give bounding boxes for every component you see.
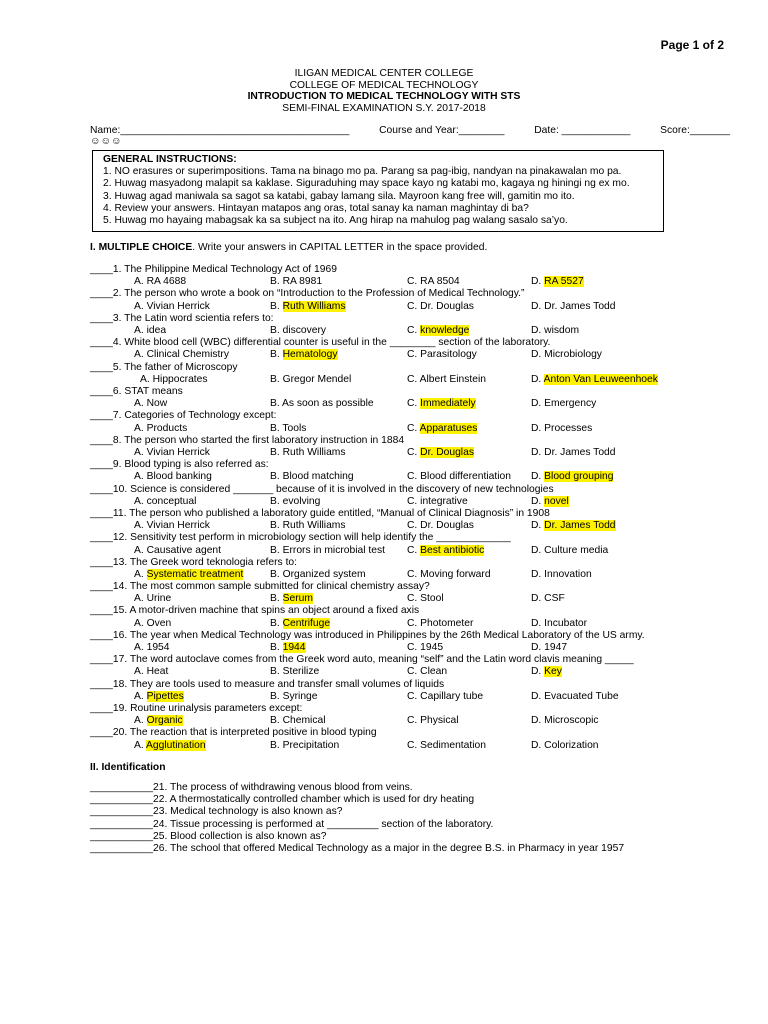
option-c: C. knowledge (407, 324, 470, 336)
option-b: B. As soon as possible (270, 398, 374, 410)
answer-options (90, 447, 740, 459)
option-c: C. Stool (407, 593, 444, 605)
option-b: B. Centrifuge (270, 617, 331, 629)
highlighted-answer: Dr. James Todd (544, 520, 616, 532)
option-d: D. Dr. James Todd (531, 300, 616, 312)
section1-heading (90, 242, 487, 253)
question-text: ____16. The year when Medical Technology was introduced in Philippines by the 26th Medical Laboratory of the US army. (90, 629, 645, 641)
answer-options (90, 301, 740, 313)
option-b: B. Chemical (270, 715, 326, 727)
answer-options (90, 618, 740, 630)
highlighted-answer: Ruth Williams (282, 300, 346, 312)
answer-options (90, 715, 740, 727)
highlighted-answer: Centrifuge (282, 617, 331, 629)
highlighted-answer: Agglutination (146, 739, 206, 751)
question-text: ____13. The Greek word teknologia refers to: (90, 556, 298, 568)
question-text: ____18. They are tools used to measure and transfer small volumes of liquids (90, 678, 445, 690)
name-field: Name:________________________________________ (90, 125, 350, 136)
section2-heading (90, 762, 166, 773)
highlighted-answer: Hematology (282, 349, 338, 361)
option-c: C. Clean (407, 666, 448, 678)
option-a: A. Vivian Herrick (134, 520, 210, 532)
answer-options (90, 496, 740, 508)
question-text: ____7. Categories of Technology except: (90, 410, 277, 422)
option-c: C. Sedimentation (407, 739, 486, 751)
question-text: ____20. The reaction that is interpreted positive in blood typing (90, 727, 377, 739)
section1-instruction: . Write your answers in CAPITAL LETTER in the space provided. (192, 242, 488, 253)
question-item (90, 508, 740, 532)
option-a: A. conceptual (134, 495, 197, 507)
instruction-item: 2. Huwag masyadong malapit sa kaklase. Siguraduhing may space kayo ng katabi mo, kagaya ng hiningi ng ex mo. (103, 178, 630, 190)
option-b: B. Gregor Mendel (270, 373, 352, 385)
option-c: C. RA 8504 (407, 276, 460, 288)
question-item (90, 459, 740, 483)
option-c: C. Photometer (407, 617, 474, 629)
option-d: D. Culture media (531, 544, 609, 556)
question-text: ____5. The father of Microscopy (90, 361, 238, 373)
smileys: ☺☺☺ (90, 136, 122, 147)
highlighted-answer: 1944 (282, 642, 306, 654)
option-b: B. 1944 (270, 642, 306, 654)
option-a: A. Urine (134, 593, 172, 605)
exam-title: SEMI-FINAL EXAMINATION S.Y. 2017-2018 (282, 102, 486, 114)
multiple-choice-list (90, 264, 740, 752)
option-a: A. Vivian Herrick (134, 300, 210, 312)
question-text: ____17. The word autoclave comes from the Greek word auto, meaning “self” and the Latin word clavis meaning _____ (90, 654, 634, 666)
option-c: C. Capillary tube (407, 690, 484, 702)
highlighted-answer: Systematic treatment (146, 568, 244, 580)
question-item (90, 313, 740, 337)
identification-item: ___________22. A thermostatically controlled chamber which is used for dry heating (90, 794, 475, 806)
option-d: D. RA 5527 (531, 276, 584, 288)
option-d: D. 1947 (531, 642, 568, 654)
option-b: B. Tools (270, 422, 307, 434)
option-b: B. Hematology (270, 349, 338, 361)
option-d: D. Key (531, 666, 562, 678)
question-text: ____2. The person who wrote a book on “Introduction to the Profession of Medical Technology.” (90, 288, 525, 300)
option-c: C. Blood differentiation (407, 471, 511, 483)
question-text: ____6. STAT means (90, 385, 183, 397)
option-c: C. 1945 (407, 642, 444, 654)
question-text: ____8. The person who started the first laboratory instruction in 1884 (90, 434, 405, 446)
option-a: A. Now (134, 398, 168, 410)
answer-options (90, 569, 740, 581)
answer-options (90, 325, 740, 337)
option-a: A. Clinical Chemistry (134, 349, 229, 361)
question-item (90, 703, 740, 727)
highlighted-answer: Anton Van Leuweenhoek (543, 373, 658, 385)
option-d: D. Incubator (531, 617, 588, 629)
option-d: D. Innovation (531, 568, 592, 580)
option-c: C. Parasitology (407, 349, 477, 361)
option-a: A. Pipettes (134, 690, 184, 702)
question-item (90, 410, 740, 434)
question-item (90, 337, 740, 361)
question-item (90, 605, 740, 629)
option-a: A. 1954 (134, 642, 170, 654)
option-a: A. Hippocrates (140, 373, 208, 385)
question-text: ____14. The most common sample submitted for clinical chemistry assay? (90, 581, 430, 593)
option-a: A. Agglutination (134, 739, 206, 751)
question-text: ____3. The Latin word scientia refers to: (90, 312, 274, 324)
exam-header (0, 68, 768, 114)
highlighted-answer: Apparatuses (419, 422, 478, 434)
question-item (90, 435, 740, 459)
identification-item: ___________24. Tissue processing is performed at _________ section of the laboratory. (90, 818, 494, 830)
answer-options (90, 276, 740, 288)
option-a: A. Products (134, 422, 188, 434)
question-text: ____12. Sensitivity test perform in microbiology section will help identify the _____________ (90, 532, 511, 544)
option-c: C. Dr. Douglas (407, 520, 474, 532)
question-item (90, 484, 740, 508)
section2-title: II. Identification (90, 762, 166, 773)
section1-title: I. MULTIPLE CHOICE (90, 242, 193, 253)
option-d: D. Microscopic (531, 715, 599, 727)
highlighted-answer: Dr. Douglas (420, 446, 474, 458)
highlighted-answer: Organic (146, 715, 183, 727)
answer-options (90, 374, 740, 386)
question-text: ____9. Blood typing is also referred as: (90, 459, 269, 471)
option-d: D. Emergency (531, 398, 597, 410)
answer-options (90, 398, 740, 410)
option-c: C. Best antibiotic (407, 544, 485, 556)
option-b: B. evolving (270, 495, 321, 507)
identification-item: ___________25. Blood collection is also known as? (90, 830, 327, 842)
option-c: C. Dr. Douglas (407, 300, 474, 312)
highlighted-answer: Immediately (420, 398, 476, 410)
option-c: C. Dr. Douglas (407, 446, 474, 458)
highlighted-answer: knowledge (420, 324, 470, 336)
course-field: Course and Year:________ (379, 125, 505, 136)
question-item (90, 581, 740, 605)
option-c: C. Albert Einstein (407, 373, 486, 385)
question-item (90, 532, 740, 556)
option-a: A. Vivian Herrick (134, 446, 210, 458)
question-item (90, 557, 740, 581)
option-d: D. Colorization (531, 739, 599, 751)
option-d: D. wisdom (531, 324, 580, 336)
question-text: ____15. A motor-driven machine that spins an object around a fixed axis (90, 605, 420, 617)
option-a: A. Organic (134, 715, 183, 727)
answer-options (90, 666, 740, 678)
option-a: A. idea (134, 324, 167, 336)
question-item (90, 386, 740, 410)
identification-item: ___________23. Medical technology is also known as? (90, 806, 343, 818)
highlighted-answer: Pipettes (146, 690, 184, 702)
score-field: Score:_______ (660, 125, 730, 136)
question-item (90, 362, 740, 386)
question-item (90, 264, 740, 288)
option-d: D. Dr. James Todd (531, 520, 616, 532)
answer-options (90, 545, 740, 557)
option-c: C. integrative (407, 495, 468, 507)
question-text: ____4. White blood cell (WBC) differential counter is useful in the ________ section of the laboratory. (90, 337, 551, 349)
option-c: C. Moving forward (407, 568, 491, 580)
answer-options (90, 471, 740, 483)
answer-options (90, 593, 740, 605)
identification-item: ___________26. The school that offered Medical Technology as a major in the degree B.S. in Pharmacy in year 1957 (90, 843, 625, 855)
option-c: C. Apparatuses (407, 422, 478, 434)
option-d: D. CSF (531, 593, 565, 605)
option-b: B. Organized system (270, 568, 366, 580)
highlighted-answer: RA 5527 (544, 276, 584, 288)
general-instructions-box (92, 150, 664, 232)
question-text: ____10. Science is considered _______ because of it is involved in the discovery of new technologies (90, 483, 554, 495)
option-d: D. Evacuated Tube (531, 690, 619, 702)
option-a: A. Systematic treatment (134, 568, 244, 580)
option-a: A. Blood banking (134, 471, 212, 483)
identification-list (90, 782, 740, 855)
question-text: ____11. The person who published a laboratory guide entitled, “Manual of Clinical Diagnosis” in 1908 (90, 507, 550, 519)
question-item (90, 654, 740, 678)
instruction-item: 4. Review your answers. Hintayan matapos ang oras, total sanay ka naman maghintay di ba? (103, 202, 529, 214)
option-a: A. Oven (134, 617, 172, 629)
option-b: B. Serum (270, 593, 313, 605)
option-a: A. Causative agent (134, 544, 222, 556)
date-field: Date: ____________ (534, 125, 631, 136)
instruction-item: 1. NO erasures or superimpositions. Tama na binago mo pa. Parang sa pag-ibig, nandyan na pinakawalan mo pa. (103, 166, 622, 178)
option-c: C. Physical (407, 715, 459, 727)
option-d: D. Processes (531, 422, 593, 434)
answer-options (90, 423, 740, 435)
college-name: COLLEGE OF MEDICAL TECHNOLOGY (289, 79, 479, 91)
option-b: B. Precipitation (270, 739, 340, 751)
answer-options (90, 349, 740, 361)
option-d: D. Anton Van Leuweenhoek (531, 373, 658, 385)
answer-options (90, 740, 740, 752)
question-item (90, 288, 740, 312)
question-text: ____19. Routine urinalysis parameters except: (90, 703, 303, 715)
option-b: B. Ruth Williams (270, 520, 346, 532)
highlighted-answer: Blood grouping (544, 471, 614, 483)
highlighted-answer: Key (544, 666, 562, 678)
question-item (90, 630, 740, 654)
option-b: B. Ruth Williams (270, 300, 346, 312)
question-item (90, 679, 740, 703)
answer-options (90, 691, 740, 703)
answer-options (90, 642, 740, 654)
student-info-line (90, 125, 730, 147)
highlighted-answer: Best antibiotic (420, 544, 485, 556)
option-d: D. novel (531, 495, 569, 507)
option-b: B. Sterilize (270, 666, 320, 678)
option-d: D. Dr. James Todd (531, 446, 616, 458)
option-a: A. Heat (134, 666, 169, 678)
identification-item: ___________21. The process of withdrawing venous blood from veins. (90, 782, 413, 793)
option-d: D. Blood grouping (531, 471, 614, 483)
option-d: D. Microbiology (531, 349, 602, 361)
option-b: B. Syringe (270, 690, 318, 702)
instructions-title: GENERAL INSTRUCTIONS: (103, 154, 237, 165)
answer-options (90, 520, 740, 532)
highlighted-answer: novel (544, 495, 569, 507)
course-title: INTRODUCTION TO MEDICAL TECHNOLOGY WITH STS (247, 91, 521, 102)
school-name: ILIGAN MEDICAL CENTER COLLEGE (294, 68, 474, 79)
question-item (90, 727, 740, 751)
page-number: Page 1 of 2 (660, 38, 724, 52)
option-a: A. RA 4688 (134, 276, 187, 288)
option-b: B. RA 8981 (270, 276, 323, 288)
option-c: C. Immediately (407, 398, 476, 410)
option-b: B. Blood matching (270, 471, 354, 483)
option-b: B. discovery (270, 324, 327, 336)
instruction-item: 3. Huwag agad maniwala sa sagot sa katabi, gabay lamang sila. Mayroon kang free will, gamitin mo ito. (103, 190, 575, 202)
option-b: B. Errors in microbial test (270, 544, 386, 556)
instruction-item: 5. Huwag mo hayaing mabagsak ka sa subject na ito. Ang hirap na mahulog pag walang sasalo sa’yo. (103, 215, 568, 227)
highlighted-answer: Serum (282, 593, 313, 605)
question-text: ____1. The Philippine Medical Technology Act of 1969 (90, 264, 337, 275)
option-b: B. Ruth Williams (270, 446, 346, 458)
